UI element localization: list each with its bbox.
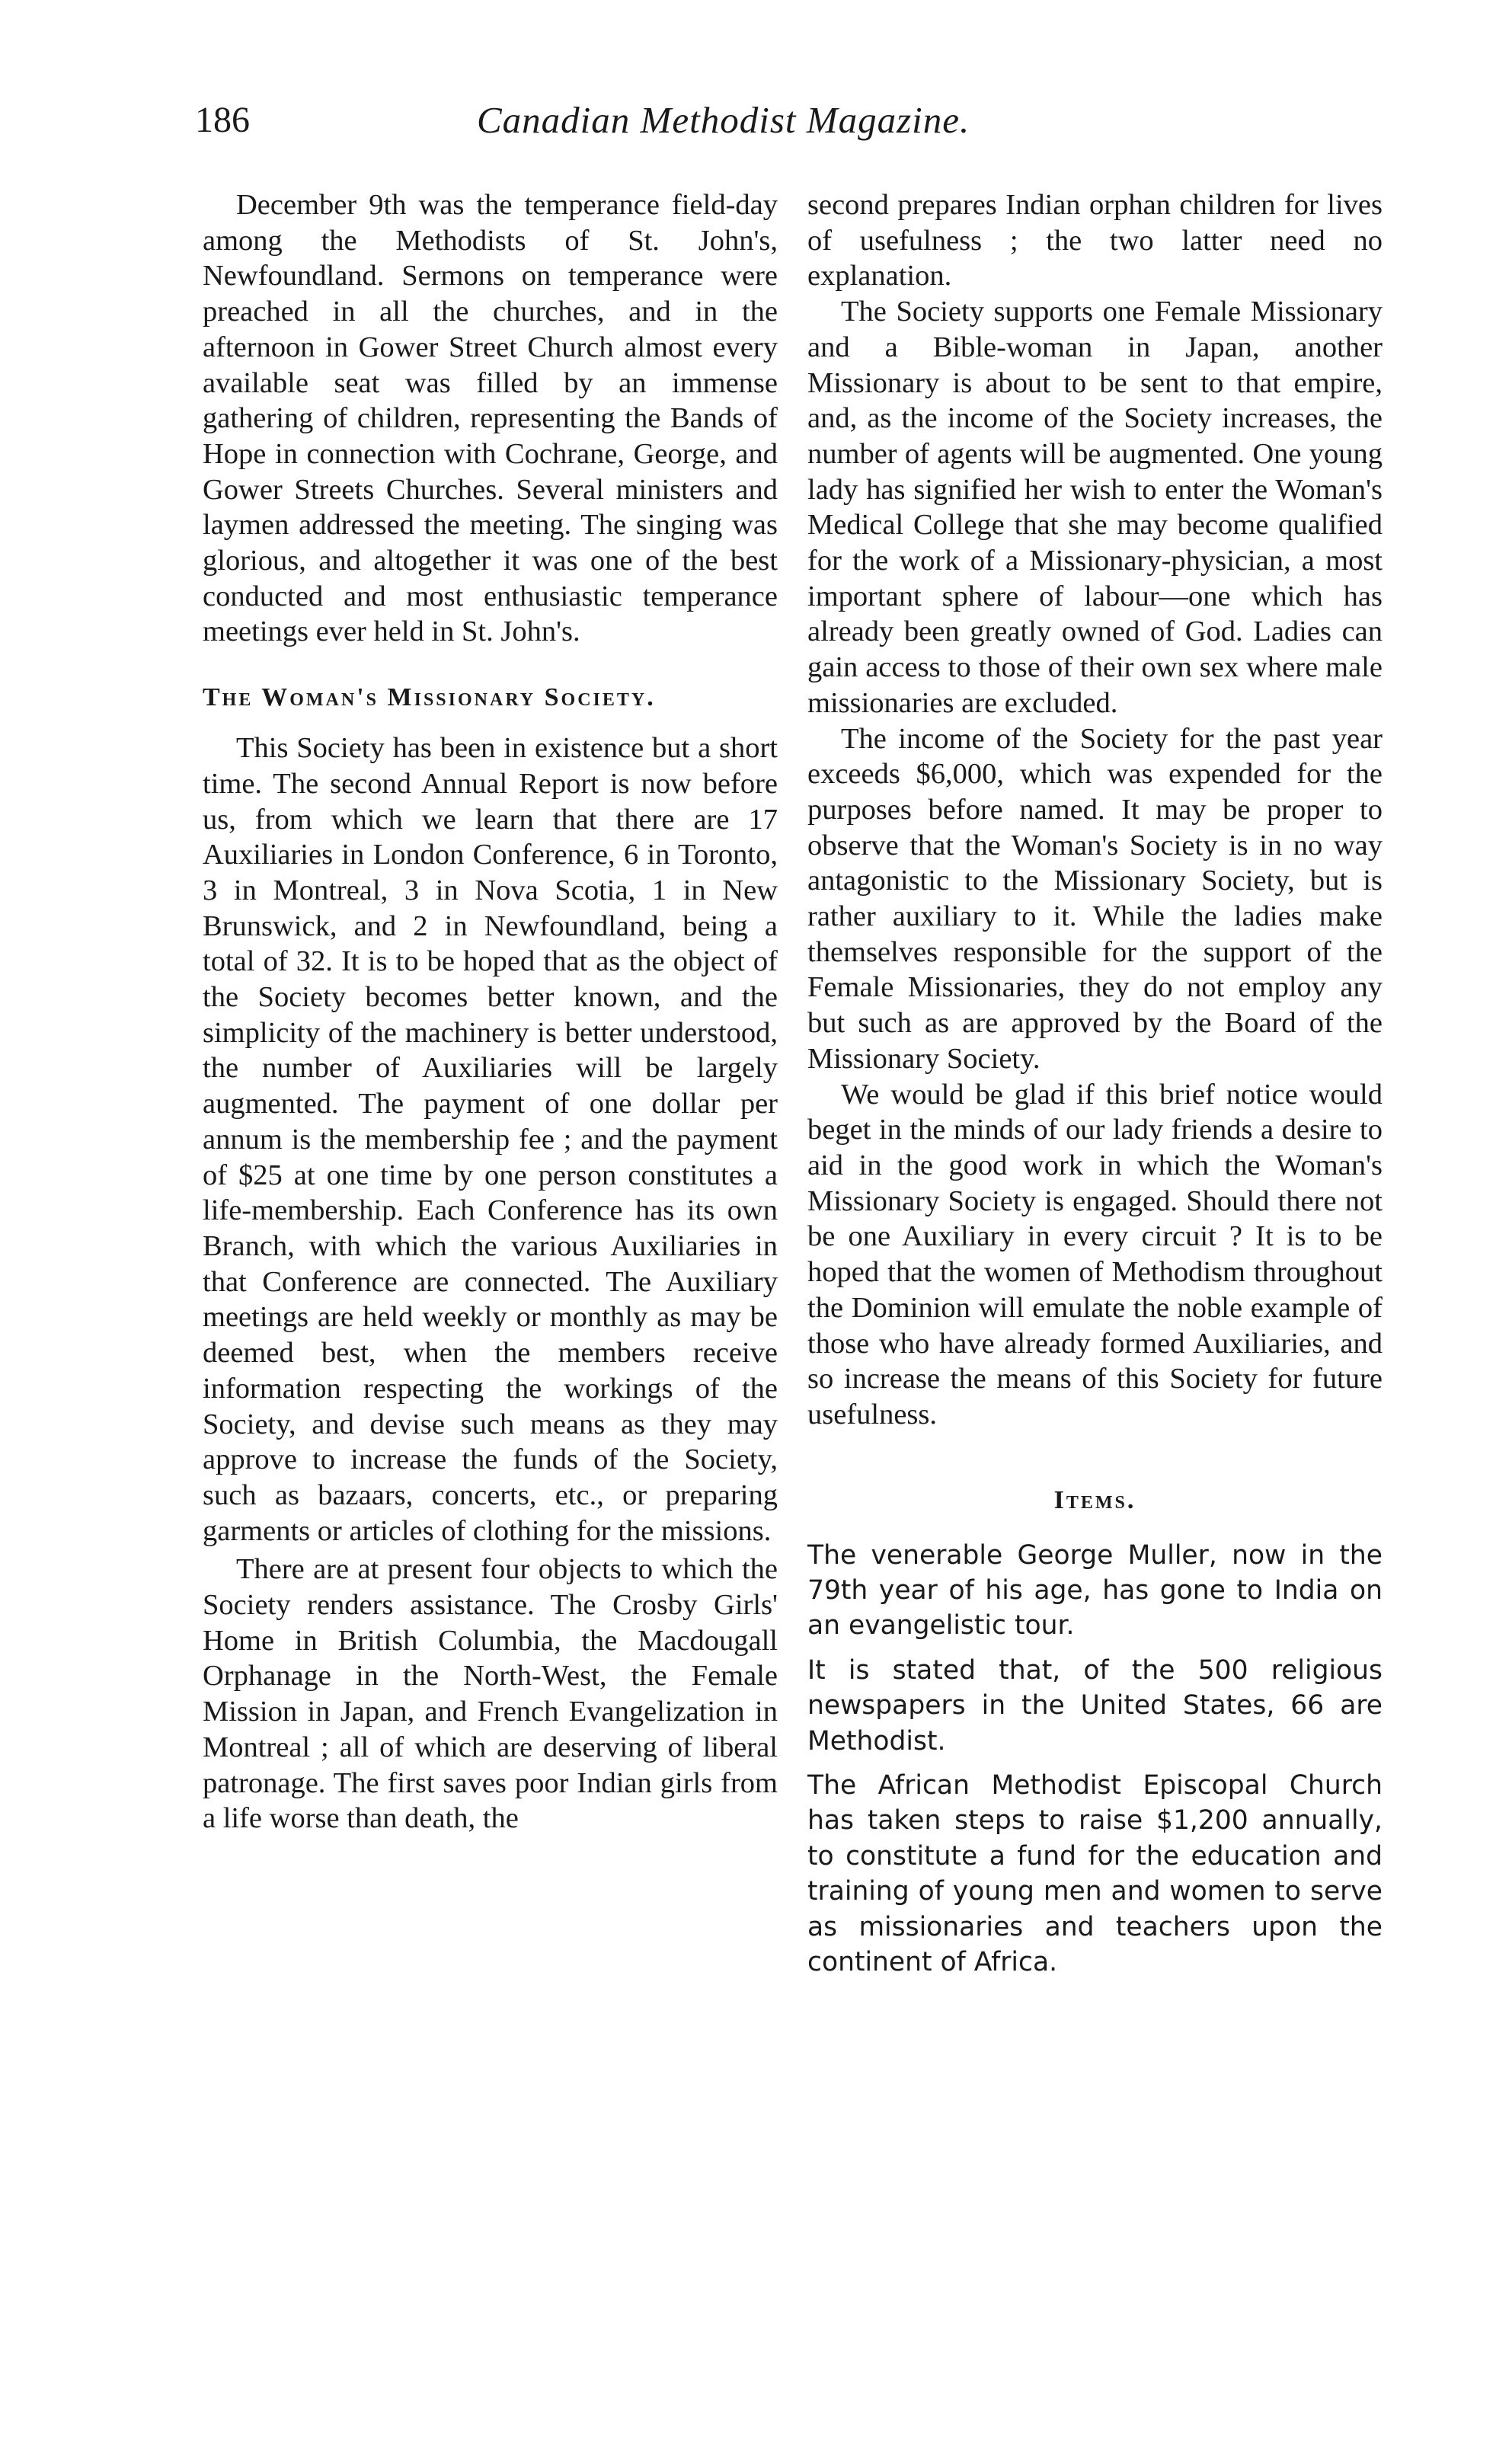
news-item: The African Methodist Episcopal Church has taken steps to raise $1,200 annually, to constitute a fund for the education and training of young men and women to serve as missionaries and teachers upon the continent of Africa. xyxy=(807,1770,1383,1978)
running-title: Canadian Methodist Magazine. xyxy=(477,99,970,141)
society-paragraph: The Society supports one Female Missionary and a Bible-woman in Japan, another Missionary is about to be sent to that empire, and, as the income of the Society increases, the number of agents will be augmented. One young lady has signified her wish to enter the Woman's Medical College that she may become qualified for the work of a Missionary-physician, a most important sphere of labour—one which has already been greatly owned of God. Ladies can gain access to those of their own sex where male missionaries are excluded. xyxy=(807,296,1383,719)
page-header xyxy=(195,97,1109,158)
society-paragraph: We would be glad if this brief notice would beget in the minds of our lady friends a desire to aid in the good work in which the Woman's Missionary Society is engaged. Should there not be one Auxiliary in every circuit ? It is to be hoped that the women of Methodism throughout the Dominion will emulate the noble example of those who have already formed Auxiliaries, and so increase the means of this Society for future usefulness. xyxy=(807,1078,1383,1430)
section-heading-womans-missionary-society: The Woman's Missionary Society. xyxy=(203,683,656,712)
continuation-paragraph: second prepares Indian orphan children for lives of usefulness ; the two latter need no explanation. xyxy=(807,189,1383,292)
news-item: It is stated that, of the 500 religious newspapers in the United States, 66 are Methodist. xyxy=(807,1654,1383,1757)
page-number: 186 xyxy=(195,100,250,140)
right-column xyxy=(807,187,1383,1980)
society-paragraph: There are at present four objects to which the Society renders assistance. The Crosby Girls' Home in British Columbia, the Macdougall Orphanage in the North-West, the Female Mission in Japan, and French Evangelization in Montreal ; all of which are deserving of liberal patronage. The first saves poor Indian girls from a life worse than death, the xyxy=(203,1553,778,1835)
section-heading-items: Items. xyxy=(1053,1485,1136,1514)
temperance-paragraph: December 9th was the temperance field-day among the Methodists of St. John's, Newfoundland. Sermons on temperance were preached in all the churches, and in the afternoon in Gower Street Church almost every available seat was filled by an immense gathering of children, representing the Bands of Hope in connection with Cochrane, George, and Gower Streets Churches. Several ministers and laymen addressed the meeting. The singing was glorious, and altogether it was one of the best conducted and most enthusiastic temperance meetings ever held in St. John's. xyxy=(203,189,778,648)
news-item: The venerable George Muller, now in the 79th year of his age, has gone to India on an evangelistic tour. xyxy=(807,1539,1383,1641)
society-paragraph: This Society has been in existence but a short time. The second Annual Report is now before us, from which we learn that there are 17 Auxiliaries in London Conference, 6 in Toronto, 3 in Montreal, 3 in Nova Scotia, 1 in New Brunswick, and 2 in Newfoundland, being a total of 32. It is to be hoped that as the object of the Society becomes better known, and the simplicity of the machinery is better understood, the number of Auxiliaries will be largely augmented. The payment of one dollar per annum is the membership fee ; and the payment of $25 at one time by one person constitutes a life-membership. Each Conference has its own Branch, with which the various Auxiliaries in that Conference are connected. The Auxiliary meetings are held weekly or monthly as may be deemed best, when the members receive information respecting the workings of the Society, and devise such means as they may approve to increase the funds of the Society, such as bazaars, concerts, etc., or preparing garments or articles of clothing for the missions. xyxy=(203,732,778,1547)
items-list xyxy=(807,1538,1383,1980)
society-paragraph: The income of the Society for the past year exceeds $6,000, which was expended for the purposes before named. It may be proper to observe that the Woman's Society is in no way antagonistic to the Missionary Society, but is rather auxiliary to it. While the ladies make themselves responsible for the support of the Female Missionaries, they do not employ any but such as are approved by the Board of the Missionary Society. xyxy=(807,722,1383,1075)
left-column xyxy=(203,187,778,1836)
